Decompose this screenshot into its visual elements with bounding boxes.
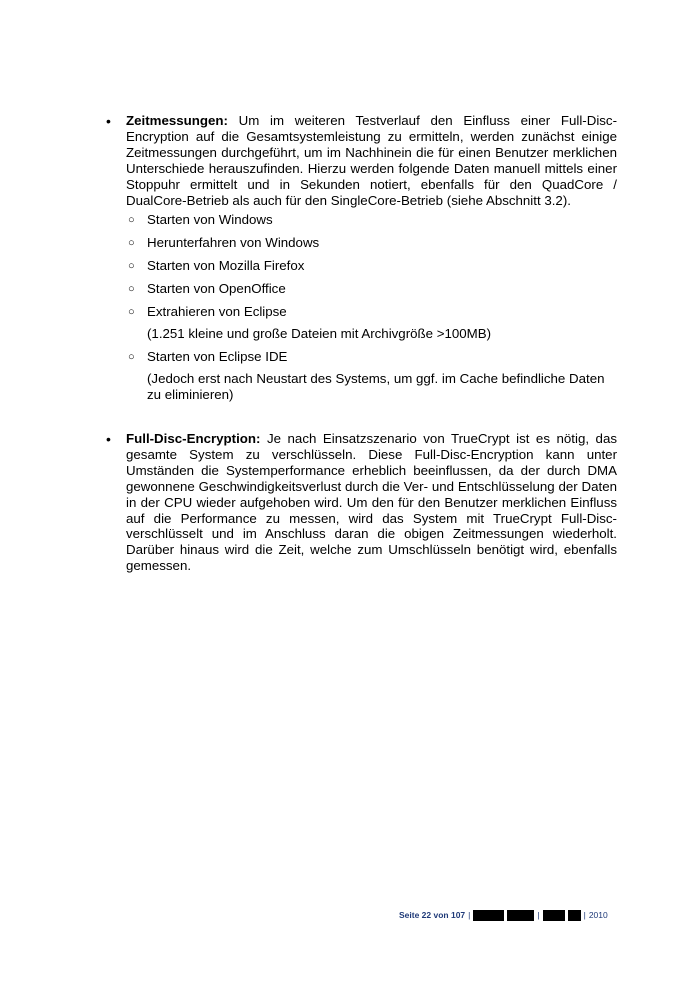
sublist-item-label: Starten von Mozilla Firefox <box>147 258 305 273</box>
redaction-block <box>543 910 565 921</box>
footer-separator: | <box>583 910 586 920</box>
redaction-block <box>507 910 534 921</box>
footer-separator: | <box>537 910 540 920</box>
redaction-block <box>473 910 504 921</box>
circle-bullet-icon: ○ <box>128 237 135 249</box>
page-footer <box>399 908 608 922</box>
bullet-heading: Zeitmessungen: <box>126 113 228 128</box>
sublist-item <box>128 235 618 251</box>
sublist-item-label: Herunterfahren von Windows <box>147 235 320 250</box>
sublist-item <box>128 304 618 341</box>
sublist-item-note: (1.251 kleine und große Dateien mit Archivgröße >100MB) <box>147 326 492 341</box>
bullet-body: Um im weiteren Testverlauf den Einfluss einer Full-Disc-Encryption auf die Gesamtsystemleistung zu ermitteln, werden zunächst einige Zeitmessungen durchgeführt, um im Nachhinein die für einen Benutzer merklichen Unterschiede herauszufinden. Hierzu werden folgende Daten manuell mittels einer Stoppuhr ermittelt und in Sekunden notiert, ebenfalls für den QuadCore / DualCore-Betrieb als auch für den SingleCore-Betrieb (siehe Abschnitt 3.2). <box>126 113 617 208</box>
sublist-item-label: Extrahieren von Eclipse <box>147 304 287 319</box>
sublist-item <box>128 258 618 274</box>
sublist-item-label: Starten von Windows <box>147 212 273 227</box>
bullet-dot-icon: • <box>106 113 111 129</box>
footer-year: 2010 <box>588 910 608 920</box>
bullet-body: Je nach Einsatzszenario von TrueCrypt ist es nötig, das gesamte System zu verschlüsseln. Diese Full-Disc-Encryption kann unter Umständen die Systemperformance erheblich beeinflussen, da der durch DMA gewonnene Geschwindigkeitsverlust durch die Ver- und Entschlüsselung der Daten in der CPU wieder aufgehoben wird. Um den für den Benutzer merklichen Einfluss auf die Performance zu messen, wird das System mit TrueCrypt Full-Disc-verschlüsselt und im Anschluss daran die obigen Zeitmessungen wiederholt. Darüber hinaus wird die Zeit, welche zum Umschlüsseln benötigt wird, ebenfalls gemessen. <box>126 431 617 574</box>
bullet-paragraph <box>126 113 617 208</box>
circle-bullet-icon: ○ <box>128 351 135 363</box>
bullet-full-disc-encryption <box>106 431 617 574</box>
sublist-item-note: (Jedoch erst nach Neustart des Systems, um ggf. im Cache befindliche Daten zu eliminieren) <box>147 371 605 402</box>
sublist-item <box>128 281 618 297</box>
bullet-dot-icon: • <box>106 431 111 447</box>
circle-bullet-icon: ○ <box>128 283 135 295</box>
bullet-paragraph <box>126 431 617 574</box>
sublist-item-label: Starten von Eclipse IDE <box>147 349 288 364</box>
bullet-zeitmessungen <box>106 113 617 208</box>
bullet-heading: Full-Disc-Encryption: <box>126 431 261 446</box>
sublist-item <box>128 212 618 228</box>
sublist-item-label: Starten von OpenOffice <box>147 281 286 296</box>
footer-separator: | <box>468 910 471 920</box>
redaction-block <box>568 910 581 921</box>
sublist-item <box>128 349 618 402</box>
page-number: Seite 22 von 107 <box>399 910 466 920</box>
circle-bullet-icon: ○ <box>128 260 135 272</box>
circle-bullet-icon: ○ <box>128 214 135 226</box>
circle-bullet-icon: ○ <box>128 306 135 318</box>
